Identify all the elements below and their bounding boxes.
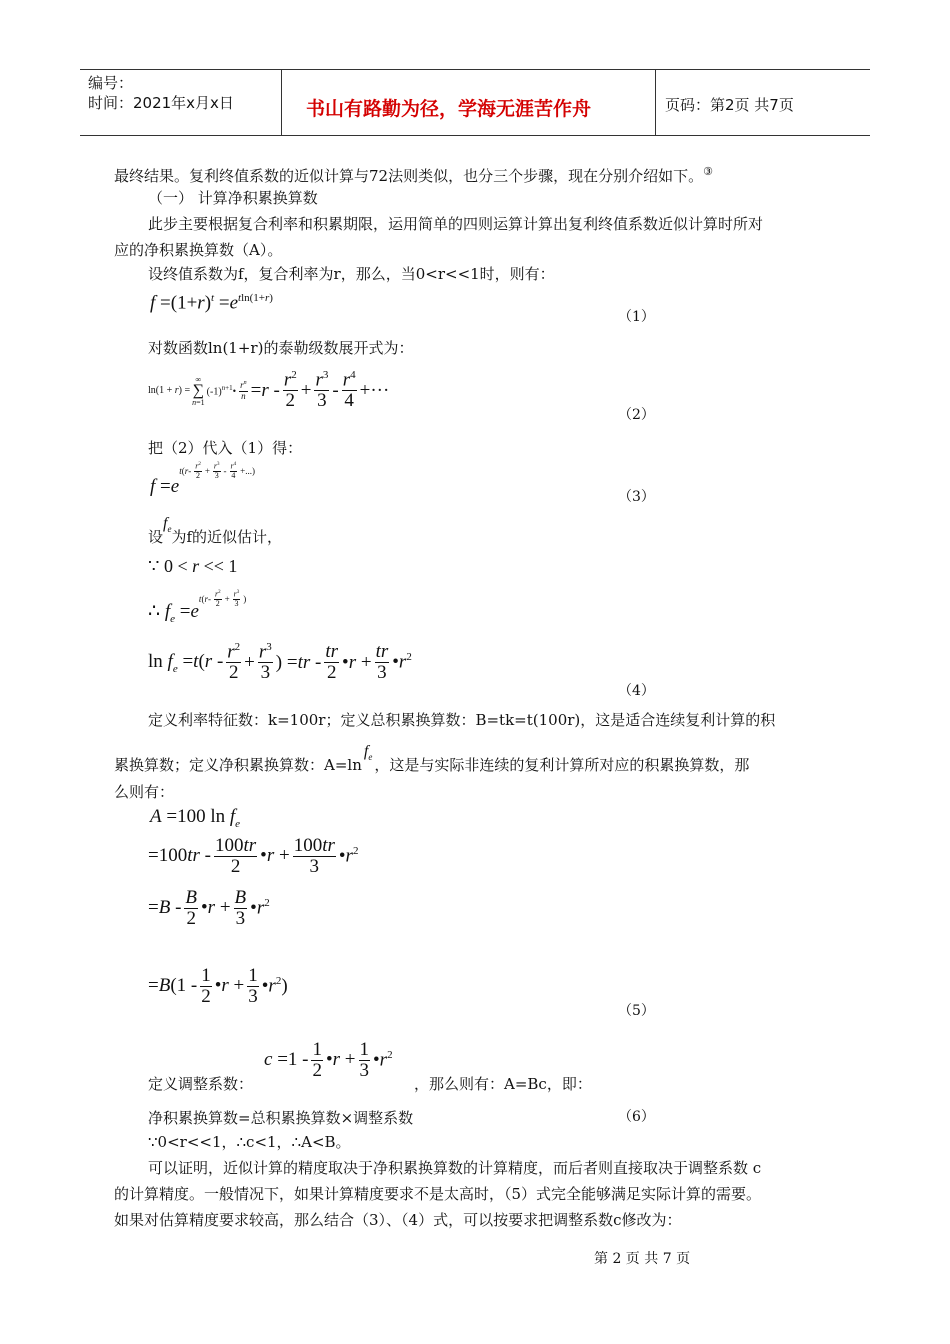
equation-5-tag: （5）: [618, 1003, 655, 1019]
equation-3-tag: （3）: [618, 489, 655, 505]
header-date: 时间：2021年x月x日: [88, 94, 234, 112]
header-code-label: 编号：: [88, 74, 134, 92]
section-heading: （一） 计算净积累换算数: [148, 189, 318, 207]
approximation-prefix: 设: [148, 528, 164, 547]
paragraph-relation: 净积累换算数=总积累换算数×调整系数: [148, 1109, 414, 1127]
paragraph-conclusion: ∵0<r<<1，∴c<1，∴A<B。: [148, 1133, 351, 1151]
equation-5-line3: =B - $\frac{B}{2}$ •r + $\frac{B}{3}$ $•r^2$: [148, 887, 270, 929]
equation-fe: ∴ $f_e =e$ t ( r - $\frac{r^2}{2}$ + $\frac{r^3}{3}$ ): [148, 589, 247, 625]
equation-6-tag: （6）: [618, 1109, 655, 1125]
equation-5-line1: A =100 $\ln f_e$: [150, 806, 241, 830]
definitions-line2-suffix: ，这是与实际非连续的复利计算所对应的积累换算数，那: [374, 756, 750, 775]
page-footer: 第 2 页 共 7 页: [594, 1251, 691, 1267]
header-top-border: [80, 69, 870, 70]
equation-1-tag: （1）: [618, 309, 655, 325]
condition-line: ∵ 0 < r << 1: [148, 556, 238, 576]
equation-c: c =1 - $\frac{1}{2}$ •r + $\frac{1}{3}$ $•r^2$: [264, 1039, 393, 1081]
paragraph-adjust-suffix: ，那么则有：A=Bc，即：: [414, 1075, 592, 1093]
paragraph-precision-line1: 可以证明，近似计算的精度取决于净积累换算数的计算精度，而后者则直接取决于调整系数 c: [148, 1159, 762, 1177]
header-bottom-border: [80, 135, 870, 136]
footnote-ref: ③: [703, 165, 713, 178]
equation-1: $f =(1+r)^t =e^{tln(1+r)}$: [150, 292, 273, 314]
paragraph-intro: [114, 160, 713, 188]
definitions-line2-prefix: 累换算数；定义净积累换算数：A=ln: [114, 756, 362, 775]
equation-2: ln(1 + r) = ∞ ∑ n=1 $(-1)^{n+1}•$ $\frac{r^n}{n}$ =r - $\frac{r^2}{2}$ + $\frac{r^3}{3}$ - $\frac{r^4}{4}$ +···: [148, 369, 390, 412]
paragraph-intro-text: 最终结果。复利终值系数的近似计算与72法则类似，也分三个步骤，现在分别介绍如下。: [114, 167, 704, 185]
paragraph-definitions-line3: 么则有：: [114, 783, 175, 801]
approximation-suffix: 为f的近似估计，: [171, 528, 283, 547]
header-page-info: 页码：第2页 共7页: [665, 96, 794, 114]
equation-4: $\ln f_e =t(r$ - $\frac{r^2}{2}$ + $\frac{r^3}{3}$ ) =tr - $\frac{tr}{2}$ •r + $\frac{tr}{3}$ $•r^2$: [148, 641, 412, 684]
paragraph-method-line1: 此步主要根据复合利率和积累期限，运用简单的四则运算计算出复利终值系数近似计算时所对: [148, 215, 764, 233]
paragraph-definitions-line2: 累换算数；定义净积累换算数：A=ln $f_e$ ，这是与实际非连续的复利计算所对应的积累换算数，那: [114, 748, 749, 777]
equation-4-tag: （4）: [618, 683, 655, 699]
header-divider-right: [655, 69, 656, 136]
equation-3: f =e t ( r - $\frac{r^2}{2}$ + $\frac{r^3}{3}$ - $\frac{r^4}{4}$ +...): [150, 461, 255, 498]
paragraph-definition: 设终值系数为f，复合利率为r，那么，当0<r<<1时，则有：: [148, 265, 555, 283]
equation-2-tag: （2）: [618, 407, 655, 423]
paragraph-substitute: 把（2）代入（1）得：: [148, 439, 303, 457]
paragraph-taylor: 对数函数ln(1+r)的泰勒级数展开式为：: [148, 339, 414, 357]
paragraph-definitions-line1: 定义利率特征数：k=100r；定义总积累换算数：B=tk=t(100r)，这是适合连续复利计算的积: [148, 711, 776, 729]
paragraph-method-line2: 应的净积累换算数（A）。: [114, 241, 283, 259]
paragraph-adjust-prefix: 定义调整系数：: [148, 1075, 254, 1093]
header-motto: 书山有路勤为径，学海无涯苦作舟: [306, 98, 592, 120]
paragraph-precision-line2: 的计算精度。一般情况下，如果计算精度要求不是太高时，（5）式完全能够满足实际计算的需要。: [114, 1185, 762, 1203]
paragraph-precision-line3: 如果对估算精度要求较高，那么结合（3）、（4）式，可以按要求把调整系数c修改为：: [114, 1211, 682, 1229]
equation-5-line4: =B(1 - $\frac{1}{2}$ •r + $\frac{1}{3}$ $•r^2$): [148, 965, 288, 1007]
paragraph-approximation: 设 $f_e$ 为f的近似估计，: [148, 520, 282, 549]
equation-5-line2: =100tr - $\frac{100tr}{2}$ •r + $\frac{100tr}{3}$ $•r^2$: [148, 835, 359, 877]
header-divider-left: [281, 69, 282, 136]
